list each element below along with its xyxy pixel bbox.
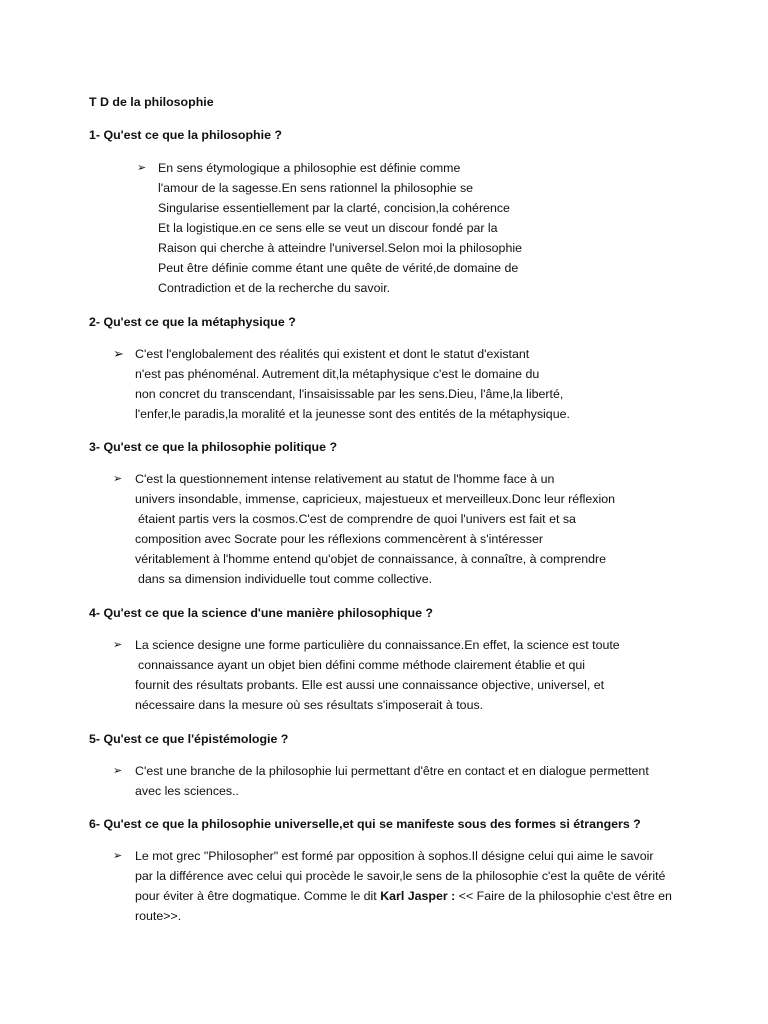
answer-4-line: fournit des résultats probants. Elle est aussi une connaissance objective, universel, et xyxy=(135,678,605,692)
answer-1-line: Contradiction et de la recherche du savoir. xyxy=(158,281,391,295)
answer-2-text xyxy=(135,344,570,424)
answer-5 xyxy=(113,761,733,801)
document-title: T D de la philosophie xyxy=(89,95,214,109)
answer-1-line: l'amour de la sagesse.En sens rationnel la philosophie se xyxy=(158,181,474,195)
answer-6-line: Le mot grec "Philosopher" est formé par opposition à sophos.Il désigne celui qui aime le savoir xyxy=(135,849,654,863)
answer-3-line: C'est la questionnement intense relativement au statut de l'homme face à un xyxy=(135,472,555,486)
answer-6-text xyxy=(135,846,672,926)
answer-2-line: C'est l'englobalement des réalités qui existent et dont le statut d'existant xyxy=(135,347,530,361)
answer-3-text xyxy=(135,469,615,589)
answer-6-line: route>>. xyxy=(135,909,182,923)
answer-3-line: étaient partis vers la cosmos.C'est de comprendre de quoi l'univers est fait et sa xyxy=(138,512,576,526)
answer-1-line: Singularise essentiellement par la clarté, concision,la cohérence xyxy=(158,201,510,215)
answer-6-line-text: pour éviter à être dogmatique. Comme le dit xyxy=(135,889,381,903)
quote-text: << Faire de la philosophie c'est être en xyxy=(455,889,672,903)
answer-2 xyxy=(113,344,713,424)
answer-4-line: La science designe une forme particulière du connaissance.En effet, la science est toute xyxy=(135,638,620,652)
answer-3-line: univers insondable, immense, capricieux, majestueux et merveilleux.Donc leur réflexion xyxy=(135,492,616,506)
answer-2-line: l'enfer,le paradis,la moralité et la jeunesse sont des entités de la métaphysique. xyxy=(135,407,570,421)
answer-4 xyxy=(113,635,733,715)
bullet-arrow-icon: ➢ xyxy=(113,850,123,862)
answer-6-line: par la différence avec celui qui procède le savoir,le sens de la philosophie c'est la quête de vérité xyxy=(135,869,666,883)
answer-4-text xyxy=(135,635,620,715)
answer-6 xyxy=(113,846,753,926)
answer-1-line: Et la logistique.en ce sens elle se veut un discour fondé par la xyxy=(158,221,498,235)
answer-3 xyxy=(113,469,733,589)
answer-6-line xyxy=(135,886,672,906)
answer-1-line: Raison qui cherche à atteindre l'universel.Selon moi la philosophie xyxy=(158,241,522,255)
question-3-heading: 3- Qu'est ce que la philosophie politique ? xyxy=(89,440,338,454)
answer-1 xyxy=(137,158,697,298)
answer-1-text xyxy=(158,158,522,298)
answer-5-text xyxy=(135,761,649,801)
answer-5-line: avec les sciences.. xyxy=(135,784,239,798)
answer-4-line: connaissance ayant un objet bien défini comme méthode clairement établie et qui xyxy=(138,658,586,672)
question-1-heading: 1- Qu'est ce que la philosophie ? xyxy=(89,128,282,142)
bullet-arrow-icon: ➢ xyxy=(113,639,123,651)
answer-3-line: composition avec Socrate pour les réflexions commencèrent à s'intéresser xyxy=(135,532,544,546)
bullet-arrow-icon: ➢ xyxy=(113,473,123,485)
bullet-arrow-icon: ➢ xyxy=(113,346,124,361)
answer-1-line: En sens étymologique a philosophie est définie comme xyxy=(158,161,461,175)
answer-2-line: n'est pas phénoménal. Autrement dit,la métaphysique c'est le domaine du xyxy=(135,367,540,381)
answer-4-line: nécessaire dans la mesure où ses résultats s'imposerait à tous. xyxy=(135,698,484,712)
answer-3-line: dans sa dimension individuelle tout comme collective. xyxy=(138,572,433,586)
answer-3-line: véritablement à l'homme entend qu'objet de connaissance, à connaître, à comprendre xyxy=(135,552,607,566)
answer-1-line: Peut être définie comme étant une quête de vérité,de domaine de xyxy=(158,261,519,275)
question-6-heading: 6- Qu'est ce que la philosophie universelle,et qui se manifeste sous des formes si étrangers ? xyxy=(89,817,641,831)
question-4-heading: 4- Qu'est ce que la science d'une manière philosophique ? xyxy=(89,606,433,620)
quote-author: Karl Jasper : xyxy=(380,889,456,903)
question-5-heading: 5- Qu'est ce que l'épistémologie ? xyxy=(89,732,289,746)
bullet-arrow-icon: ➢ xyxy=(113,765,123,777)
question-2-heading: 2- Qu'est ce que la métaphysique ? xyxy=(89,315,296,329)
bullet-arrow-icon: ➢ xyxy=(137,162,147,174)
answer-2-line: non concret du transcendant, l'insaisissable par les sens.Dieu, l'âme,la liberté, xyxy=(135,387,564,401)
answer-5-line: C'est une branche de la philosophie lui permettant d'être en contact et en dialogue permettent xyxy=(135,764,649,778)
